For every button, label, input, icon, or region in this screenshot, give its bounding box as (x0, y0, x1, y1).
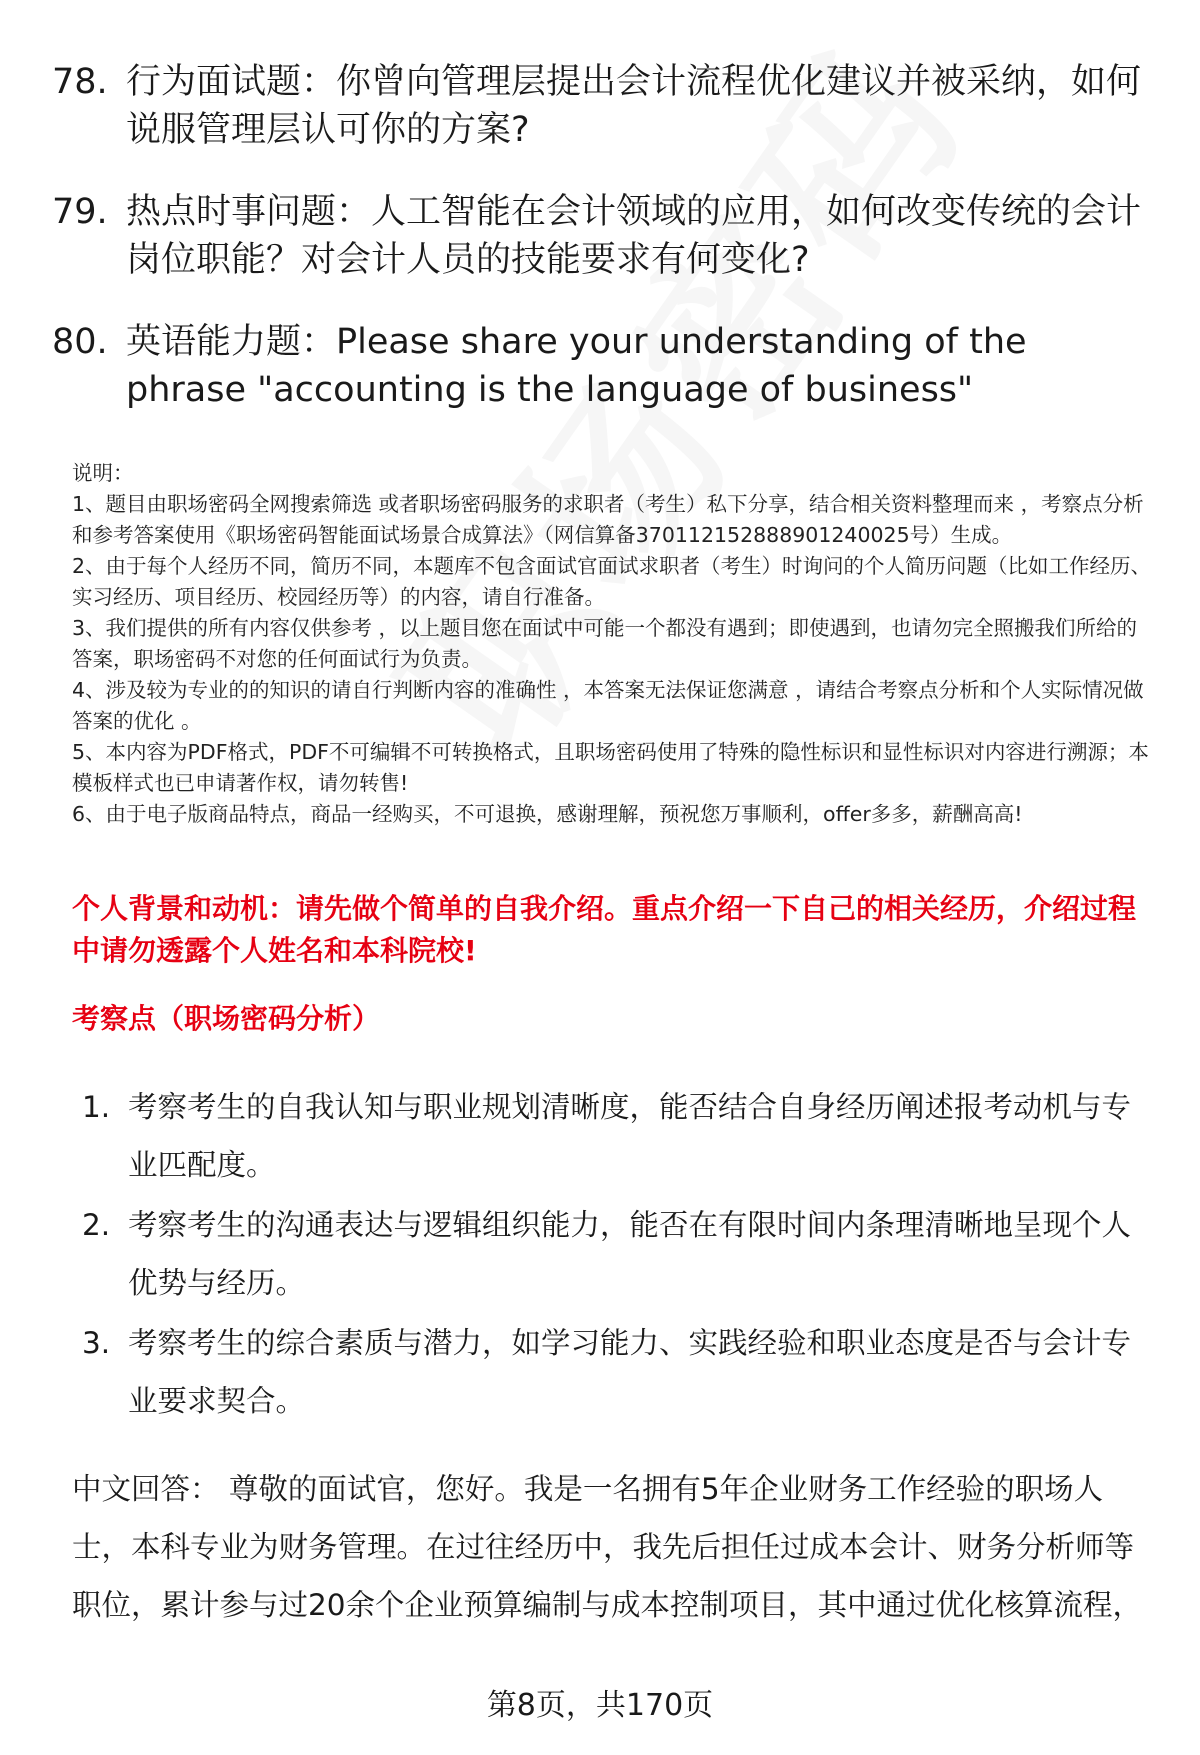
question-text: 行为面试题：你曾向管理层提出会计流程优化建议并被采纳，如何说服管理层认可你的方案? (126, 62, 1142, 150)
point-number: 1. (82, 1090, 111, 1124)
note-item: 2、由于每个人经历不同，简历不同，本题库不包含面试官面试求职者（考生）时询问的个人简历问题（比如工作经历、实习经历、项目经历、校园经历等）的内容，请自行准备。 (72, 554, 1152, 609)
note-item: 1、题目由职场密码全网搜索筛选 或者职场密码服务的求职者（考生）私下分享，结合相关资料整理而来 ，考察点分析和参考答案使用《职场密码智能面试场景合成算法》（网信算备370112152888901240025号）生成。 (72, 492, 1144, 547)
notes-block (72, 458, 1152, 830)
point-item (82, 1314, 1152, 1430)
question-item (52, 318, 1152, 414)
notes-title: 说明： (72, 461, 134, 485)
question-item (52, 58, 1152, 154)
answer-text: 中文回答： 尊敬的面试官，您好。我是一名拥有5年企业财务工作经验的职场人士，本科专业为财务管理。在过往经历中，我先后担任过成本会计、财务分析师等职位，累计参与过20余个企业预算编制与成本控制项目，其中通过优化核算流程， (72, 1472, 1143, 1622)
note-item: 5、本内容为PDF格式，PDF不可编辑不可转换格式，且职场密码使用了特殊的隐性标识和显性标识对内容进行溯源；本模板样式也已申请著作权，请勿转售! (72, 740, 1149, 795)
points-heading: 考察点（职场密码分析） (72, 1002, 381, 1035)
question-text: 热点时事问题：人工智能在会计领域的应用，如何改变传统的会计岗位职能？对会计人员的技能要求有何变化? (126, 192, 1142, 280)
question-number: 80. (52, 322, 108, 362)
point-number: 2. (82, 1208, 111, 1242)
point-number: 3. (82, 1326, 111, 1360)
background-heading: 个人背景和动机：请先做个简单的自我介绍。重点介绍一下自己的相关经历，介绍过程中请勿透露个人姓名和本科院校! (72, 892, 1137, 967)
point-item (82, 1196, 1152, 1312)
note-item: 4、涉及较为专业的的知识的请自行判断内容的准确性 ，本答案无法保证您满意 ，请结合考察点分析和个人实际情况做答案的优化 。 (72, 678, 1144, 733)
page-footer: 第8页，共170页 (486, 1688, 714, 1723)
point-text: 考察考生的综合素质与潜力，如学习能力、实践经验和职业态度是否与会计专业要求契合。 (128, 1326, 1132, 1418)
question-number: 79. (52, 192, 108, 232)
point-text: 考察考生的自我认知与职业规划清晰度，能否结合自身经历阐述报考动机与专业匹配度。 (128, 1090, 1132, 1182)
point-item (82, 1078, 1152, 1194)
note-item: 3、我们提供的所有内容仅供参考 ，以上题目您在面试中可能一个都没有遇到；即使遇到，也请勿完全照搬我们所给的答案，职场密码不对您的任何面试行为负责。 (72, 616, 1138, 671)
question-text: 英语能力题：Please share your understanding of the phrase "accounting is the language of business" (126, 322, 1027, 410)
question-number: 78. (52, 62, 108, 102)
note-item: 6、由于电子版商品特点，商品一经购买，不可退换，感谢理解，预祝您万事顺利，offer多多，薪酬高高! (72, 802, 1023, 826)
question-item (52, 188, 1152, 284)
point-text: 考察考生的沟通表达与逻辑组织能力，能否在有限时间内条理清晰地呈现个人优势与经历。 (128, 1208, 1132, 1300)
question-list (52, 58, 1152, 448)
points-list (82, 1078, 1152, 1432)
